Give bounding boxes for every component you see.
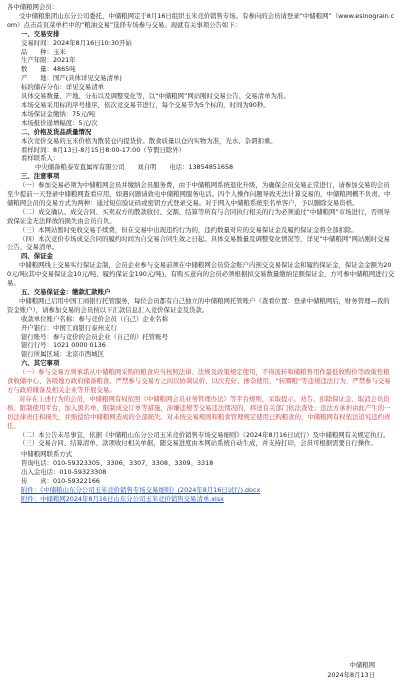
account-line: 开户银行：中国工商银行泰州支行 — [21, 323, 117, 332]
sec2-line: 看样联系人： — [21, 154, 60, 163]
section-6-title: 六、其它事项 — [21, 359, 60, 368]
signature-date: 2024年8月13日 — [327, 671, 375, 679]
account-line: 银行行号：1021 0000 0136 — [21, 341, 106, 350]
section-3-title: 三、注意事项 — [21, 172, 60, 181]
sec2-line: 看样时间：8月13日-8月15日8:00-17:00（节假日除外） — [21, 145, 186, 154]
sec1-line: 具体交易数量、产地、分布以及调整变化等，以“中储粮网”网站刚时交易公告、交易清单为准。 — [21, 92, 290, 101]
sec5-paragraph: 中储粮网已启用中国工商银行托管服务，每位会员都有自己独立的中储粮网托管账户（查看位置：登录中储粮网后，财务管理—我的资金账户），请参加交易的会员按以下汇款信息汇入竞价保证金及货款。 — [7, 296, 390, 314]
contact-title: 中储粮网联系方式 — [21, 450, 73, 459]
sec1-line: 交易时间：2024年8月16日10:30开始 — [21, 38, 132, 47]
section-4-title: 四、保证金 — [21, 252, 53, 261]
contact-line: 咨询电话：010-59323305、3306、3307、3308、3309、3318 — [21, 459, 214, 468]
sec2-contact-line: 中央储备粮泰安直属库有限公司 刘自明 电话：13854851658 — [35, 163, 234, 172]
sec3-paragraph: （四）本次竞价专场成交合同的履约时间为自交易合同生效之日起。具体交易数量及调整变化情况等，详见“中储粮网”网站刚时交易公告、交易清单。 — [7, 234, 390, 252]
section-1-title: 一、交易安排 — [21, 29, 60, 38]
signature-org: 中储粮网 — [349, 661, 375, 669]
account-line: 银行账号：参与竞价的会员企业（自己的）托管账号 — [21, 332, 168, 341]
sec3-paragraph: （一）参加交易必须为中储粮网会员并缴纳会员服务费，由于中储粮网系统退化升级，为确保会员交易正常进行，请参加交易的会员至少提前一天登录中储粮网查看应用，如遇问题请致电中储粮网服务电话。四个人操作问题导致无法计算交易的，中储粮网概不负责。中储粮网会员的交易方式为两种：通过短信验证码或密钥方式登录交易。对于网入中储粮系统至名单客户，予以删除交易资格。 — [7, 181, 391, 207]
sec1-line: 本场报价递增幅度：5元/次 — [21, 118, 98, 127]
contact-line: 出入金电话：010-59323308 — [21, 468, 107, 477]
contact-line: 传 真：010-59322166 — [21, 477, 100, 486]
account-line: 银行所属区域：北京市西城区 — [21, 350, 105, 359]
sec1-line: 产 地：国产(具体详见交易清单) — [21, 74, 122, 83]
section-2-title: 二、价格及货品质量情况 — [21, 127, 92, 136]
attachment-link-list[interactable]: 附件：中储粮网2024年8月16日山东分公司玉米竞价销售交易清单.xlsx — [21, 494, 224, 503]
sec4-paragraph: 中储粮网线上交易实行保证金制，会员企业参与交易前须在中储粮网会员资金账户内预交交易保证金和履约保证金，保证金金额为200元/吨(其中交易保证金10元/吨、履约保证金190元/吨)，有购买意向的会员必须根据拟交易数量缴纳足额保证金，方可参中储粮网进行交易。 — [7, 261, 395, 288]
section-5-title: 五、交易保证金：缴款汇款账户 — [21, 288, 111, 296]
intro-paragraph: 受中储粮集团山东分公司委托，中储粮网定于8月16日组织玉米竞价销售专场。有参向的会员请登录“中储粮网”（www.esinograin.com）点击首页菜单栏中的“粮油交易”选择专场参与交易。现就有关事项公告如下： — [7, 11, 395, 29]
sec1-line: 数 量：4865吨 — [21, 65, 76, 74]
sec1-line: 生产年限：2021年 — [21, 56, 76, 65]
warning-paragraph: 对存在上述行为的会员，中储粮网有权依照《中储粮网会员业务管理办法》等平台规则，采取提示、劝告、扣除保证金、取消会员资格、限制使用平台、加入黑名单、限制成交订单等措施，涉嫌违规等交易违法情况的，移送有关部门依法查处；违法方承担由此产生的一切法律责任和损失，并赔偿给中储粮网造成的全部损失。对未按交易规则和粮食管理规定使用已购粮食的，中储粮网有权依法追究违约责任。 — [7, 394, 391, 430]
sec3-paragraph: （二）成交确认、成交合同、买卖双方的散款收付、交割、结算等所有与合同执行相关的行为必须通过“中储粮网”市场进行，否则导致保证金无法释放的损失由会员自负。 — [7, 207, 390, 225]
sec1-line: 标的储存分布：详见交易清单 — [21, 83, 105, 92]
sec1-line: 本场保证金缴纳：75元/吨 — [21, 109, 96, 118]
attachment-link-rules[interactable]: 附件：《中储粮山东分公司玉米竞价销售专场交易细则》(2024年8月16日试行).docx — [21, 485, 261, 494]
sec6-paragraph: （三）交易合同、结算清单、款项收付相关单据，随交易进度由本网站系统自动生成，并支持打印，会员可根据需要自行操作。 — [19, 439, 377, 448]
sec3-paragraph: （三）本网站暂时免收交易手续费，但在交易中出现违约行为的，违约数量对应的交易保证金及履约保证金将全部扣除。 — [19, 225, 358, 234]
greeting: 各中储粮网会员： — [7, 3, 59, 11]
warning-paragraph: （一）参与交易方须承诺从中储粮网采购的粮食应当按照法律、法规及政策规定使用，不得流转和储粮售用作最低收购价等政策性粮食收储中心、各级地方政府储备粮食。严禁参与交易方之间以协调议价、以次充好、掺杂使用、“转圈粮”等违规违法行为，严禁参与交易方与政府储备及相关企业等开展交易。 — [7, 368, 391, 394]
sec1-line: 本场交易采用标的序号排序，依次竞交易节进行，每个交易节为5个标的，时间为90秒。 — [21, 100, 270, 109]
sec2-line: 本次竞价交易的玉米价格为散装仓内提货价。散食质量以仓内实物为准，光水、杂谓扣重。 — [21, 136, 277, 145]
account-line: 收款单位账户名称：参与竞价会员（自己）企业名称 — [21, 314, 168, 323]
sec6-paragraph: （二）本公告未尽事宜，依据《中储粮山东分公司玉米竞价销售专场交易细则》（2024年8月16日试行）及中储粮网有关规定执行。 — [19, 430, 390, 439]
sec1-line: 品 种：玉米 — [21, 47, 66, 56]
